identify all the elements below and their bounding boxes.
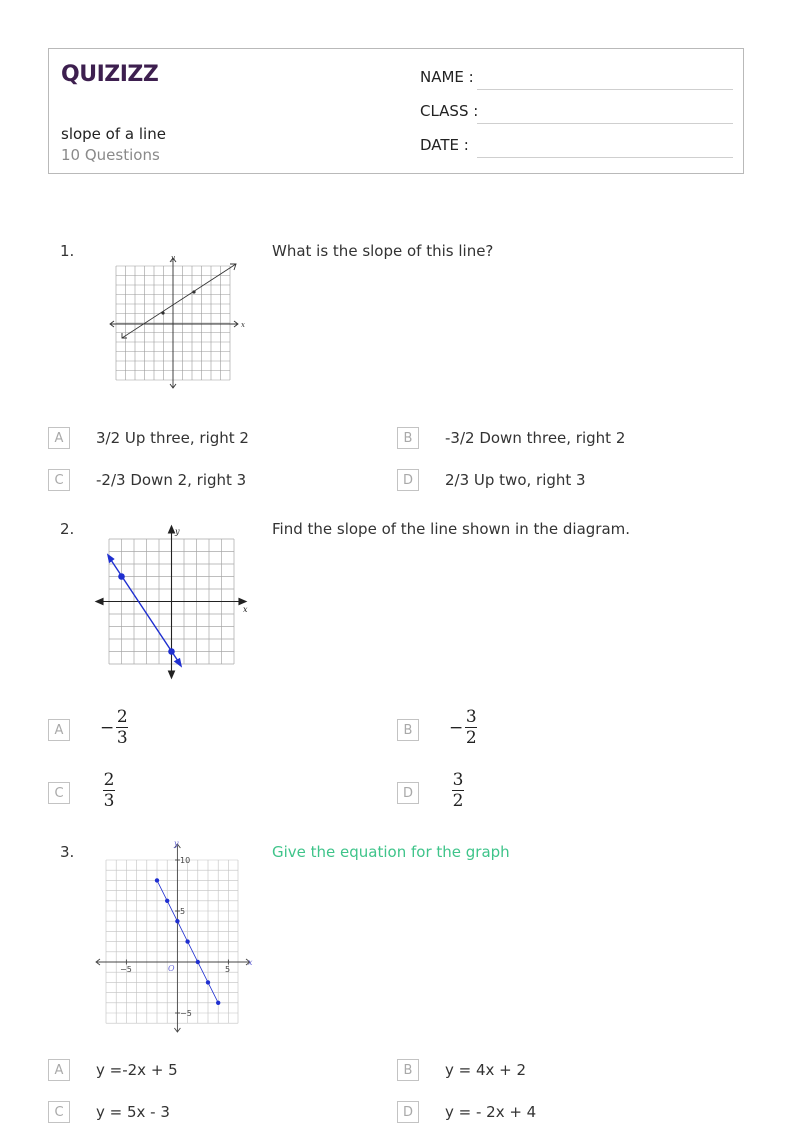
y-tick-pos: 5 xyxy=(180,907,186,916)
y-tick-neg: −5 xyxy=(180,1009,192,1018)
question-number: 1. xyxy=(60,242,75,260)
option-fraction-a[interactable]: − $\frac{2}{3}$ xyxy=(100,707,128,748)
question-text: What is the slope of this line? xyxy=(272,242,494,260)
question-2-graph xyxy=(94,522,252,682)
origin-label: O xyxy=(168,964,175,973)
option-fraction-b[interactable]: − $\frac{3}{2}$ xyxy=(449,707,477,748)
question-number: 2. xyxy=(60,520,75,538)
option-fraction-c[interactable]: $\frac{2}{3}$ xyxy=(103,770,115,811)
option-letter-a[interactable]: A xyxy=(48,427,70,449)
x-axis-label: x xyxy=(248,958,253,967)
option-letter-b[interactable]: B xyxy=(397,719,419,741)
class-label: CLASS : xyxy=(420,102,479,120)
question-number: 3. xyxy=(60,843,75,861)
y-axis-label: y xyxy=(174,839,179,848)
question-text: Give the equation for the graph xyxy=(272,843,510,861)
class-line[interactable] xyxy=(477,123,733,124)
option-text-d[interactable]: 2/3 Up two, right 3 xyxy=(445,471,586,489)
option-text-b[interactable]: y = 4x + 2 xyxy=(445,1061,527,1079)
name-line[interactable] xyxy=(477,89,733,90)
option-text-c[interactable]: y = 5x - 3 xyxy=(96,1103,170,1121)
option-letter-c[interactable]: C xyxy=(48,1101,70,1123)
date-line[interactable] xyxy=(477,157,733,158)
option-letter-c[interactable]: C xyxy=(48,782,70,804)
option-letter-d[interactable]: D xyxy=(397,1101,419,1123)
y-axis-label: y xyxy=(175,527,180,536)
x-tick-neg: −5 xyxy=(120,965,132,974)
worksheet-header xyxy=(48,48,744,174)
x-tick-pos: 5 xyxy=(225,965,231,974)
question-1-graph xyxy=(108,254,246,390)
name-label: NAME : xyxy=(420,68,474,86)
option-text-c[interactable]: -2/3 Down 2, right 3 xyxy=(96,471,247,489)
y-tick-top: 10 xyxy=(180,856,191,865)
question-3-graph xyxy=(94,838,256,1034)
quizizz-logo xyxy=(61,57,161,89)
y-axis-label: y xyxy=(171,254,175,262)
option-letter-a[interactable]: A xyxy=(48,1059,70,1081)
option-text-a[interactable]: y =-2x + 5 xyxy=(96,1061,178,1079)
option-letter-b[interactable]: B xyxy=(397,1059,419,1081)
date-label: DATE : xyxy=(420,136,469,154)
option-text-a[interactable]: 3/2 Up three, right 2 xyxy=(96,429,249,447)
option-letter-b[interactable]: B xyxy=(397,427,419,449)
x-axis-label: x xyxy=(243,605,248,614)
option-text-b[interactable]: -3/2 Down three, right 2 xyxy=(445,429,626,447)
option-letter-a[interactable]: A xyxy=(48,719,70,741)
x-axis-label: x xyxy=(241,321,245,329)
option-fraction-d[interactable]: $\frac{3}{2}$ xyxy=(452,770,464,811)
option-letter-d[interactable]: D xyxy=(397,782,419,804)
svg-text:QUIZIZZ: QUIZIZZ xyxy=(61,62,159,87)
question-text: Find the slope of the line shown in the diagram. xyxy=(272,520,631,538)
option-letter-d[interactable]: D xyxy=(397,469,419,491)
worksheet-title: slope of a line xyxy=(61,125,166,143)
question-count: 10 Questions xyxy=(61,146,160,164)
option-letter-c[interactable]: C xyxy=(48,469,70,491)
option-text-d[interactable]: y = - 2x + 4 xyxy=(445,1103,537,1121)
